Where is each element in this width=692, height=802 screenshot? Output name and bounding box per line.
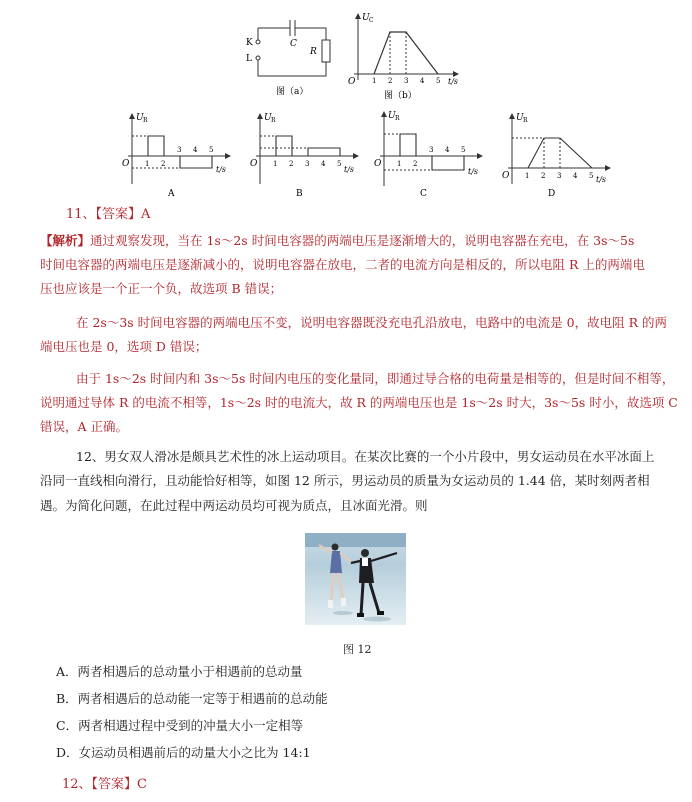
- figure-b-graph: [336, 8, 466, 104]
- q11-analysis-line-2: 时间电容器的两端电压是逐渐减小的，说明电容器在放电，二者的电流方向是相反的，所以电阻 R 上的两端电: [40, 257, 645, 272]
- q12-option-a: A．两者相遇后的总动量小于相遇前的总动量: [56, 664, 303, 679]
- tick-c-4: 4: [445, 146, 450, 154]
- q11-analysis-line-3: 压也应该是一个正一个负，故选项 B 错误；: [40, 281, 283, 296]
- tick-a-3: 3: [177, 146, 182, 154]
- q12-stem-line-3: 遇。为简化问题，在此过程中两运动员均可视为质点，且冰面光滑。则: [40, 498, 428, 513]
- option-graph-d: [492, 108, 616, 200]
- figure-b-origin: O: [348, 77, 356, 87]
- tick-d-1: 1: [525, 172, 530, 180]
- q11-analysis-line-4: 在 2s～3s 时间电容器的两端电压不变，说明电容器既没充电孔沿放电，电路中的电流是 0，故电阻 R 的两: [76, 315, 667, 330]
- option-b-ylabel-sub: R: [271, 117, 276, 124]
- option-b-letter: B: [296, 189, 303, 199]
- option-c-ylabel: U: [388, 111, 396, 121]
- tick-d-3: 3: [557, 172, 562, 180]
- q12-option-d: D．女运动员相遇前后的动量大小之比为 14:1: [56, 745, 311, 760]
- tick-c-5: 5: [461, 146, 466, 154]
- figure-a-caption: 图（a）: [276, 87, 309, 97]
- q12-option-b: B．两者相遇后的总动能一定等于相遇前的总动能: [56, 691, 328, 706]
- tick-b-4: 4: [420, 77, 425, 85]
- q12-answer: 12、【答案】C: [62, 777, 147, 792]
- figure-a-circuit: [236, 14, 336, 104]
- option-a-origin: O: [122, 159, 130, 169]
- figure-b-xlabel: t/s: [448, 77, 459, 86]
- option-d-ylabel-sub: R: [523, 117, 528, 124]
- tick-b-3: 3: [404, 77, 409, 85]
- tick-c-2: 2: [413, 160, 418, 168]
- option-d-origin: O: [502, 171, 510, 181]
- label-r: R: [310, 47, 317, 57]
- tick-b-opt-4: 4: [321, 160, 326, 168]
- label-c: C: [290, 39, 297, 49]
- tick-b-5: 5: [436, 77, 441, 85]
- tick-a-2: 2: [161, 160, 166, 168]
- figure-b-ylabel-sub: C: [369, 17, 374, 24]
- option-b-origin: O: [250, 159, 258, 169]
- tick-b-opt-1: 1: [273, 160, 278, 168]
- tick-d-4: 4: [573, 172, 578, 180]
- tick-b-2: 2: [388, 77, 393, 85]
- tick-b-opt-5: 5: [337, 160, 342, 168]
- option-a-xlabel: t/s: [216, 165, 227, 174]
- figure-12-caption: 图 12: [343, 643, 372, 656]
- option-c-ylabel-sub: R: [395, 115, 400, 122]
- q11-analysis-line-5: 端电压也是 0，选项 D 错误；: [40, 339, 208, 354]
- tick-c-3: 3: [429, 146, 434, 154]
- option-graph-a: [112, 108, 236, 200]
- q11-answer: 11、【答案】A: [66, 207, 151, 222]
- option-c-origin: O: [374, 159, 382, 169]
- q12-stem-line-1: 12、男女双人滑冰是颇具艺术性的冰上运动项目。在某次比赛的一个小片段中，男女运动员在水平冰面上: [76, 449, 655, 464]
- tick-a-1: 1: [145, 160, 150, 168]
- analysis-tag: 【解析】: [40, 233, 91, 248]
- q11-analysis-line-8: 错误，A 正确。: [40, 419, 129, 434]
- option-d-xlabel: t/s: [596, 175, 607, 184]
- tick-a-4: 4: [193, 146, 198, 154]
- option-b-xlabel: t/s: [344, 165, 355, 174]
- tick-d-5: 5: [589, 172, 594, 180]
- option-d-letter: D: [548, 189, 556, 199]
- figure-b-caption: 图（b）: [384, 91, 417, 101]
- option-graph-c: [364, 106, 488, 200]
- q11-analysis-line-7: 说明通过导体 R 的电流不相等，1s～2s 时的电流大，故 R 的两端电压也是 1s～2s 时大，3s～5s 时小，故选项 C: [40, 395, 678, 410]
- label-l: L: [246, 54, 252, 64]
- tick-d-2: 2: [541, 172, 546, 180]
- tick-b-opt-2: 2: [289, 160, 294, 168]
- option-c-xlabel: t/s: [468, 167, 479, 176]
- tick-b-opt-3: 3: [305, 160, 310, 168]
- tick-b-1: 1: [372, 77, 377, 85]
- option-a-letter: A: [168, 189, 175, 199]
- figure-b-ylabel: U: [362, 13, 370, 23]
- figure-12-skaters-photo: [305, 533, 406, 625]
- option-a-ylabel: U: [136, 113, 144, 123]
- option-a-ylabel-sub: R: [143, 117, 148, 124]
- option-b-ylabel: U: [264, 113, 272, 123]
- q11-analysis-line-6: 由于 1s～2s 时间内和 3s～5s 时间内电压的变化量同，即通过导合格的电荷量是相等的，但是时间不相等，: [76, 371, 675, 386]
- tick-c-1: 1: [397, 160, 402, 168]
- tick-a-5: 5: [209, 146, 214, 154]
- q12-option-c: C．两者相遇过程中受到的冲量大小一定相等: [56, 718, 304, 733]
- q11-analysis-line-1: 【解析】通过观察发现，当在 1s～2s 时间电容器的两端电压是逐渐增大的，说明电容器在充电，在 3s～5s: [40, 233, 635, 248]
- label-k: K: [246, 38, 253, 48]
- option-graph-b: [240, 108, 364, 200]
- option-c-letter: C: [420, 189, 427, 199]
- option-d-ylabel: U: [516, 113, 524, 123]
- q12-stem-line-2: 沿同一直线相向滑行，且动能恰好相等，如图 12 所示，男运动员的质量为女运动员的 1.44 倍，某时刻两者相: [40, 473, 650, 488]
